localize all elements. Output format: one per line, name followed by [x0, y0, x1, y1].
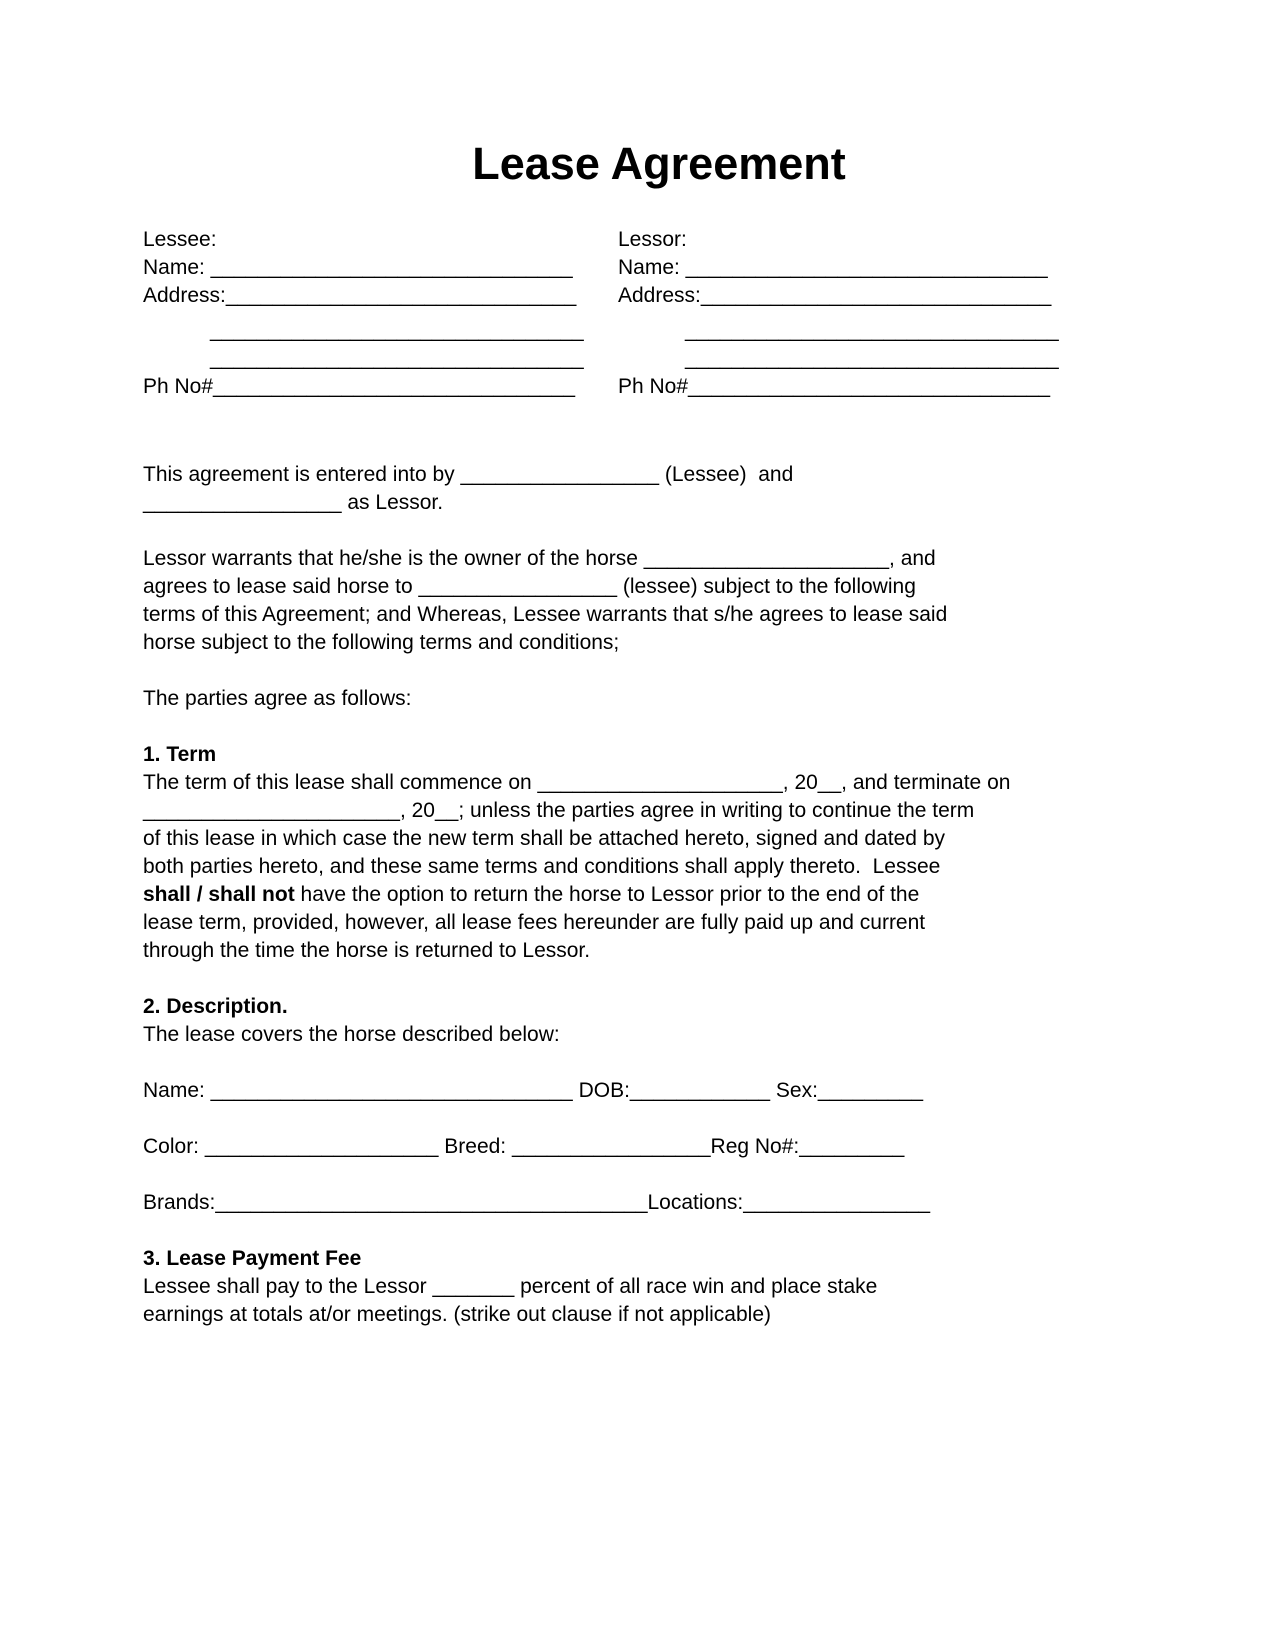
lessee-phone-line: Ph No#_______________________________	[143, 375, 576, 398]
payment-heading: 3. Lease Payment Fee	[143, 1247, 362, 1270]
lessee-column	[143, 226, 618, 401]
term-line-rest: have the option to return the horse to Lessor prior to the end of the	[294, 883, 920, 906]
horse-name-dob-sex-line: Name: _______________________________ DOB:____________ Sex:_________	[143, 1079, 924, 1102]
parties-agree-paragraph	[143, 685, 1175, 713]
description-heading: 2. Description.	[143, 995, 288, 1018]
term-line: through the time the horse is returned to Lessor.	[143, 939, 591, 962]
lessor-column	[618, 226, 1093, 401]
term-line: lease term, provided, however, all lease fees hereunder are fully paid up and current	[143, 911, 926, 934]
payment-line: earnings at totals at/or meetings. (strike out clause if not applicable)	[143, 1303, 771, 1326]
horse-color-row	[143, 1133, 1175, 1161]
warranty-line: agrees to lease said horse to _________________ (lessee) subject to the following	[143, 575, 916, 598]
intro-line: This agreement is entered into by _________________ (Lessee) and	[143, 463, 794, 486]
term-section	[143, 741, 1175, 965]
lessor-address-cont-line-2: ________________________________	[685, 347, 1059, 370]
term-line: both parties hereto, and these same terms and conditions shall apply thereto. Lessee	[143, 855, 941, 878]
term-line: ______________________, 20__; unless the parties agree in writing to continue the term	[143, 799, 975, 822]
lessee-address-cont-line-1: ________________________________	[210, 319, 584, 342]
term-line-with-option	[143, 881, 1175, 909]
warranty-line: terms of this Agreement; and Whereas, Lessee warrants that s/he agrees to lease said	[143, 603, 948, 626]
warranty-line: horse subject to the following terms and conditions;	[143, 631, 620, 654]
term-line: of this lease in which case the new term shall be attached hereto, signed and dated by	[143, 827, 945, 850]
horse-color-breed-regno-line: Color: ____________________ Breed: _________________Reg No#:_________	[143, 1135, 905, 1158]
payment-line: Lessee shall pay to the Lessor _______ percent of all race win and place stake	[143, 1275, 878, 1298]
description-intro: The lease covers the horse described below:	[143, 1023, 560, 1046]
lessee-address-cont-line-2: ________________________________	[210, 347, 584, 370]
warranty-paragraph	[143, 545, 1175, 657]
lessor-name-line: Name: _______________________________	[618, 256, 1048, 279]
horse-brands-locations-line: Brands:_____________________________________Locations:________________	[143, 1191, 931, 1214]
parties-section	[143, 226, 1175, 401]
lessor-phone-line: Ph No#_______________________________	[618, 375, 1051, 398]
warranty-line: Lessor warrants that he/she is the owner of the horse _____________________, and	[143, 547, 936, 570]
intro-line: _________________ as Lessor.	[143, 491, 444, 514]
intro-paragraph	[143, 461, 1175, 517]
lessor-address-cont-line-1: ________________________________	[685, 319, 1059, 342]
parties-agree-line: The parties agree as follows:	[143, 687, 412, 710]
lessee-name-line: Name: _______________________________	[143, 256, 573, 279]
lessee-address-line: Address:______________________________	[143, 284, 577, 307]
lessee-heading: Lessee:	[143, 228, 217, 251]
payment-section	[143, 1245, 1175, 1329]
lessor-heading: Lessor:	[618, 228, 687, 251]
lessor-address-line: Address:______________________________	[618, 284, 1052, 307]
document-title: Lease Agreement	[472, 138, 846, 189]
horse-name-row	[143, 1077, 1175, 1105]
term-bold-phrase: shall / shall not	[143, 883, 295, 906]
horse-brands-row	[143, 1189, 1175, 1217]
description-section	[143, 993, 1175, 1049]
term-heading: 1. Term	[143, 743, 217, 766]
term-line: The term of this lease shall commence on _____________________, 20__, and terminate on	[143, 771, 1011, 794]
